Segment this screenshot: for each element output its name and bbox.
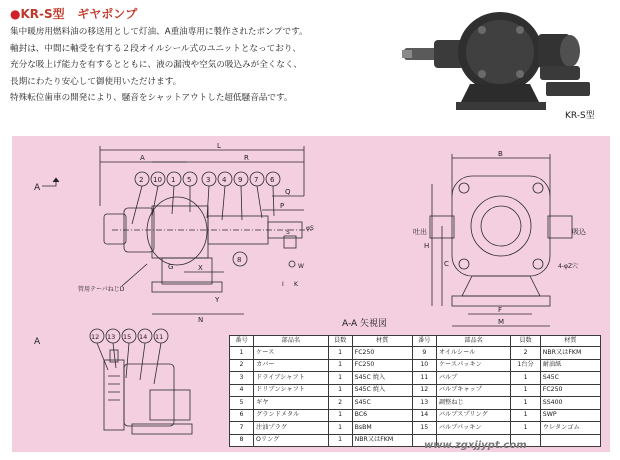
valve-drawing: [12, 320, 227, 452]
part-qty: 1: [511, 372, 540, 385]
part-name: バルブパッキン: [436, 422, 511, 435]
table-row: [230, 409, 601, 422]
part-number: 8: [230, 434, 254, 447]
parts-table-body: [230, 347, 601, 447]
part-number: 12: [412, 384, 436, 397]
technical-drawing: [12, 136, 610, 336]
part-material: FC250: [352, 359, 412, 372]
balloon: 15: [123, 333, 132, 341]
product-name: ギヤポンプ: [77, 7, 138, 21]
part-qty: 1: [328, 372, 352, 385]
dim-w: W: [298, 263, 304, 270]
dim-b: B: [498, 150, 503, 158]
balloon: 5: [187, 176, 192, 184]
dim-c: C: [444, 260, 449, 268]
photo-caption: KR-S型: [565, 111, 595, 121]
part-name: Oリング: [254, 434, 329, 447]
col-no: 番号: [412, 336, 436, 347]
product-description: [10, 24, 405, 107]
part-name: ギヤ: [254, 397, 329, 410]
dim-i: I: [282, 281, 284, 288]
part-material: SWP: [540, 409, 600, 422]
part-number: 13: [412, 397, 436, 410]
table-row: [230, 359, 601, 372]
part-material: NBR又はFKM: [352, 434, 412, 447]
balloon: 3: [206, 176, 211, 184]
part-name: バルブキャップ: [436, 384, 511, 397]
dim-f: F: [498, 306, 503, 314]
table-header-row: [230, 336, 601, 347]
table-row: [230, 384, 601, 397]
balloon: 7: [254, 176, 259, 184]
part-number: 6: [230, 409, 254, 422]
part-name: ケース: [254, 347, 329, 360]
part-number: 11: [412, 372, 436, 385]
part-material: NBR又はFKM: [540, 347, 600, 360]
part-name: オイルシール: [436, 347, 511, 360]
part-number: 5: [230, 397, 254, 410]
dim-m: M: [498, 318, 505, 326]
dim-s: S: [286, 229, 290, 236]
description-line: 特殊転位歯車の開発により、騒音をシャットアウトした超低騒音品です。: [10, 93, 293, 104]
parts-table: [229, 335, 601, 447]
table-row: [230, 397, 601, 410]
description-line: 軸封は、中間に軸受を有する２段オイルシール式のユニットとなっており、: [10, 43, 302, 54]
model-name: KR-S型: [20, 7, 65, 21]
part-qty: 1: [328, 409, 352, 422]
balloon: 4: [222, 176, 227, 184]
part-number: 10: [412, 359, 436, 372]
dim-k: K: [294, 281, 298, 288]
part-name: バルブスプリング: [436, 409, 511, 422]
part-material: SS400: [540, 397, 600, 410]
part-number: 15: [412, 422, 436, 435]
col-mat: 材質: [352, 336, 412, 347]
part-number: 4: [230, 384, 254, 397]
dim-a: A: [140, 154, 145, 162]
col-qty: 員数: [511, 336, 540, 347]
part-material: S45C 焼入: [352, 372, 412, 385]
part-qty: 1: [511, 422, 540, 435]
section-arrow-a-top: A: [34, 183, 41, 193]
part-qty: 1: [328, 384, 352, 397]
pipe-thread-note: 管用テーパねじD: [78, 286, 125, 293]
part-name: ドリブンシャフト: [254, 384, 329, 397]
table-row: [230, 422, 601, 435]
balloon: 9: [238, 176, 243, 184]
col-no: 番号: [230, 336, 254, 347]
dim-p: P: [280, 202, 285, 210]
balloon: 14: [139, 333, 148, 341]
part-material: ウレタンゴム: [540, 422, 600, 435]
part-qty: 1: [511, 409, 540, 422]
part-number: 3: [230, 372, 254, 385]
col-qty: 員数: [328, 336, 352, 347]
part-material: 耐油紙: [540, 359, 600, 372]
part-material: BsBM: [352, 422, 412, 435]
col-mat: 材質: [540, 336, 600, 347]
table-row: [230, 372, 601, 385]
part-qty: 1台分: [511, 359, 540, 372]
dim-phi-s: φS: [306, 225, 314, 232]
part-material: BC6: [352, 409, 412, 422]
part-name: バルブ: [436, 372, 511, 385]
part-name: 調整ねじ: [436, 397, 511, 410]
balloon: 2: [139, 176, 144, 184]
section-arrow-a-bottom: A: [34, 337, 41, 347]
dim-n: N: [198, 316, 204, 324]
col-name: 部品名: [254, 336, 329, 347]
part-material: FC250: [540, 384, 600, 397]
page-title: [10, 5, 137, 22]
balloon: 11: [155, 333, 164, 341]
balloon: 1: [171, 176, 176, 184]
dim-r: R: [244, 154, 249, 162]
pump-photo: [400, 4, 612, 116]
holes-note: 4-φZ穴: [558, 263, 579, 270]
part-qty: 1: [511, 397, 540, 410]
part-qty: 1: [328, 434, 352, 447]
suction-label: 吸込: [572, 228, 586, 236]
part-material: [540, 434, 600, 447]
part-number: 9: [412, 347, 436, 360]
part-name: グランドメタル: [254, 409, 329, 422]
balloon: 10: [153, 176, 162, 184]
dim-q: Q: [285, 188, 291, 196]
balloons-top: [135, 172, 280, 186]
title-bullet: ●: [10, 7, 21, 21]
balloon: 12: [91, 333, 100, 341]
view-label: A-A 矢視図: [342, 319, 388, 329]
description-line: 充分な吸上げ能力を有するとともに、液の漏洩や空気の吸込みが全くなく、: [10, 60, 303, 71]
part-name: 注油プラグ: [254, 422, 329, 435]
dim-l: L: [217, 142, 221, 150]
part-qty: 1: [328, 347, 352, 360]
dim-h: H: [424, 242, 430, 250]
dim-y: Y: [215, 296, 220, 304]
part-number: 7: [230, 422, 254, 435]
watermark: www.zgxjjypt.com: [424, 440, 527, 451]
balloon-8: 8: [237, 256, 242, 264]
table-row: [230, 434, 601, 447]
part-material: S45C: [352, 397, 412, 410]
dim-x: X: [198, 264, 203, 272]
dim-g: G: [168, 263, 174, 271]
part-qty: 1: [511, 384, 540, 397]
part-material: FC250: [352, 347, 412, 360]
discharge-label: 吐出: [413, 228, 427, 236]
description-line: 集中暖房用燃料油の移送用として灯油、A重油専用に製作されたポンプです。: [10, 27, 308, 37]
description-line: 長期にわたり安心して御使用いただけます。: [10, 76, 182, 87]
part-number: 1: [230, 347, 254, 360]
part-number: 14: [412, 409, 436, 422]
part-qty: 2: [511, 347, 540, 360]
part-qty: 1: [328, 422, 352, 435]
col-name: 部品名: [436, 336, 511, 347]
part-material: S45C: [540, 372, 600, 385]
table-row: [230, 347, 601, 360]
part-qty: 2: [328, 397, 352, 410]
part-name: カバー: [254, 359, 329, 372]
balloon: 13: [107, 333, 116, 341]
part-qty: 1: [328, 359, 352, 372]
part-name: ケースパッキン: [436, 359, 511, 372]
balloon: 6: [270, 176, 275, 184]
part-name: ドライブシャフト: [254, 372, 329, 385]
part-material: S45C 焼入: [352, 384, 412, 397]
part-number: 2: [230, 359, 254, 372]
